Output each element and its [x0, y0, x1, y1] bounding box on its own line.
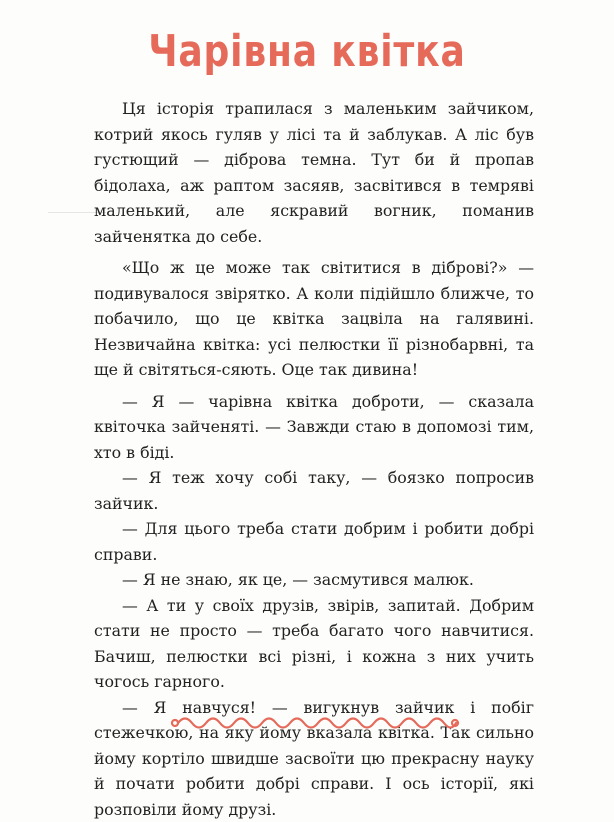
page-title: Чарівна квітка — [55, 26, 558, 77]
dialogue-line: — Для цього треба стати добрим і робити добрі справи. — [94, 516, 534, 567]
dialogue-line: — Я теж хочу собі таку, — боязко попросив зайчик. — [94, 465, 534, 516]
paragraph-intro: Ця історія трапилася з маленьким зайчиком, котрий якось гуляв у лісі та й заблукав. А ліс був густющий — діброва темна. Тут би й пропав бідолаха, аж раптом засяяв, засвітився в темряві маленький, але яскравий вогник, поманив зайченятка до себе. — [94, 96, 534, 249]
dialogue-line: — Я — чарівна квітка доброти, — сказала квіточка зайченяті. — Завжди стаю в допомозі тим, хто в біді. — [94, 389, 534, 466]
paragraph-flower: «Що ж це може так світитися в діброві?» — подивувалося звірятко. А коли підійшло ближче, то побачило, що це квітка зацвіла на галявині. Незвичайна квітка: усі пелюстки її різнобарвні, та ще й світяться-сяють. Оце так дивина! — [94, 255, 534, 383]
paragraph-ending: — Я навчуся! — вигукнув зайчик і побіг стежечкою, на яку йому вказала квітка. Так сильно йому кортіло швидше засвоїти цю прекрасну науку й почати робити добрі справи. І ось історії, які розповіли йому друзі. — [94, 695, 534, 822]
scroll-wave-ornament-icon — [170, 712, 460, 734]
dialogue-line: — А ти у своїх друзів, звірів, запитай. Добрим стати не просто — треба багато чого навчитися. Бачиш, пелюстки всі різні, і кожна з них учить чогось гарного. — [94, 593, 534, 695]
dialogue-line: — Я не знаю, як це, — засмутився малюк. — [94, 567, 534, 593]
